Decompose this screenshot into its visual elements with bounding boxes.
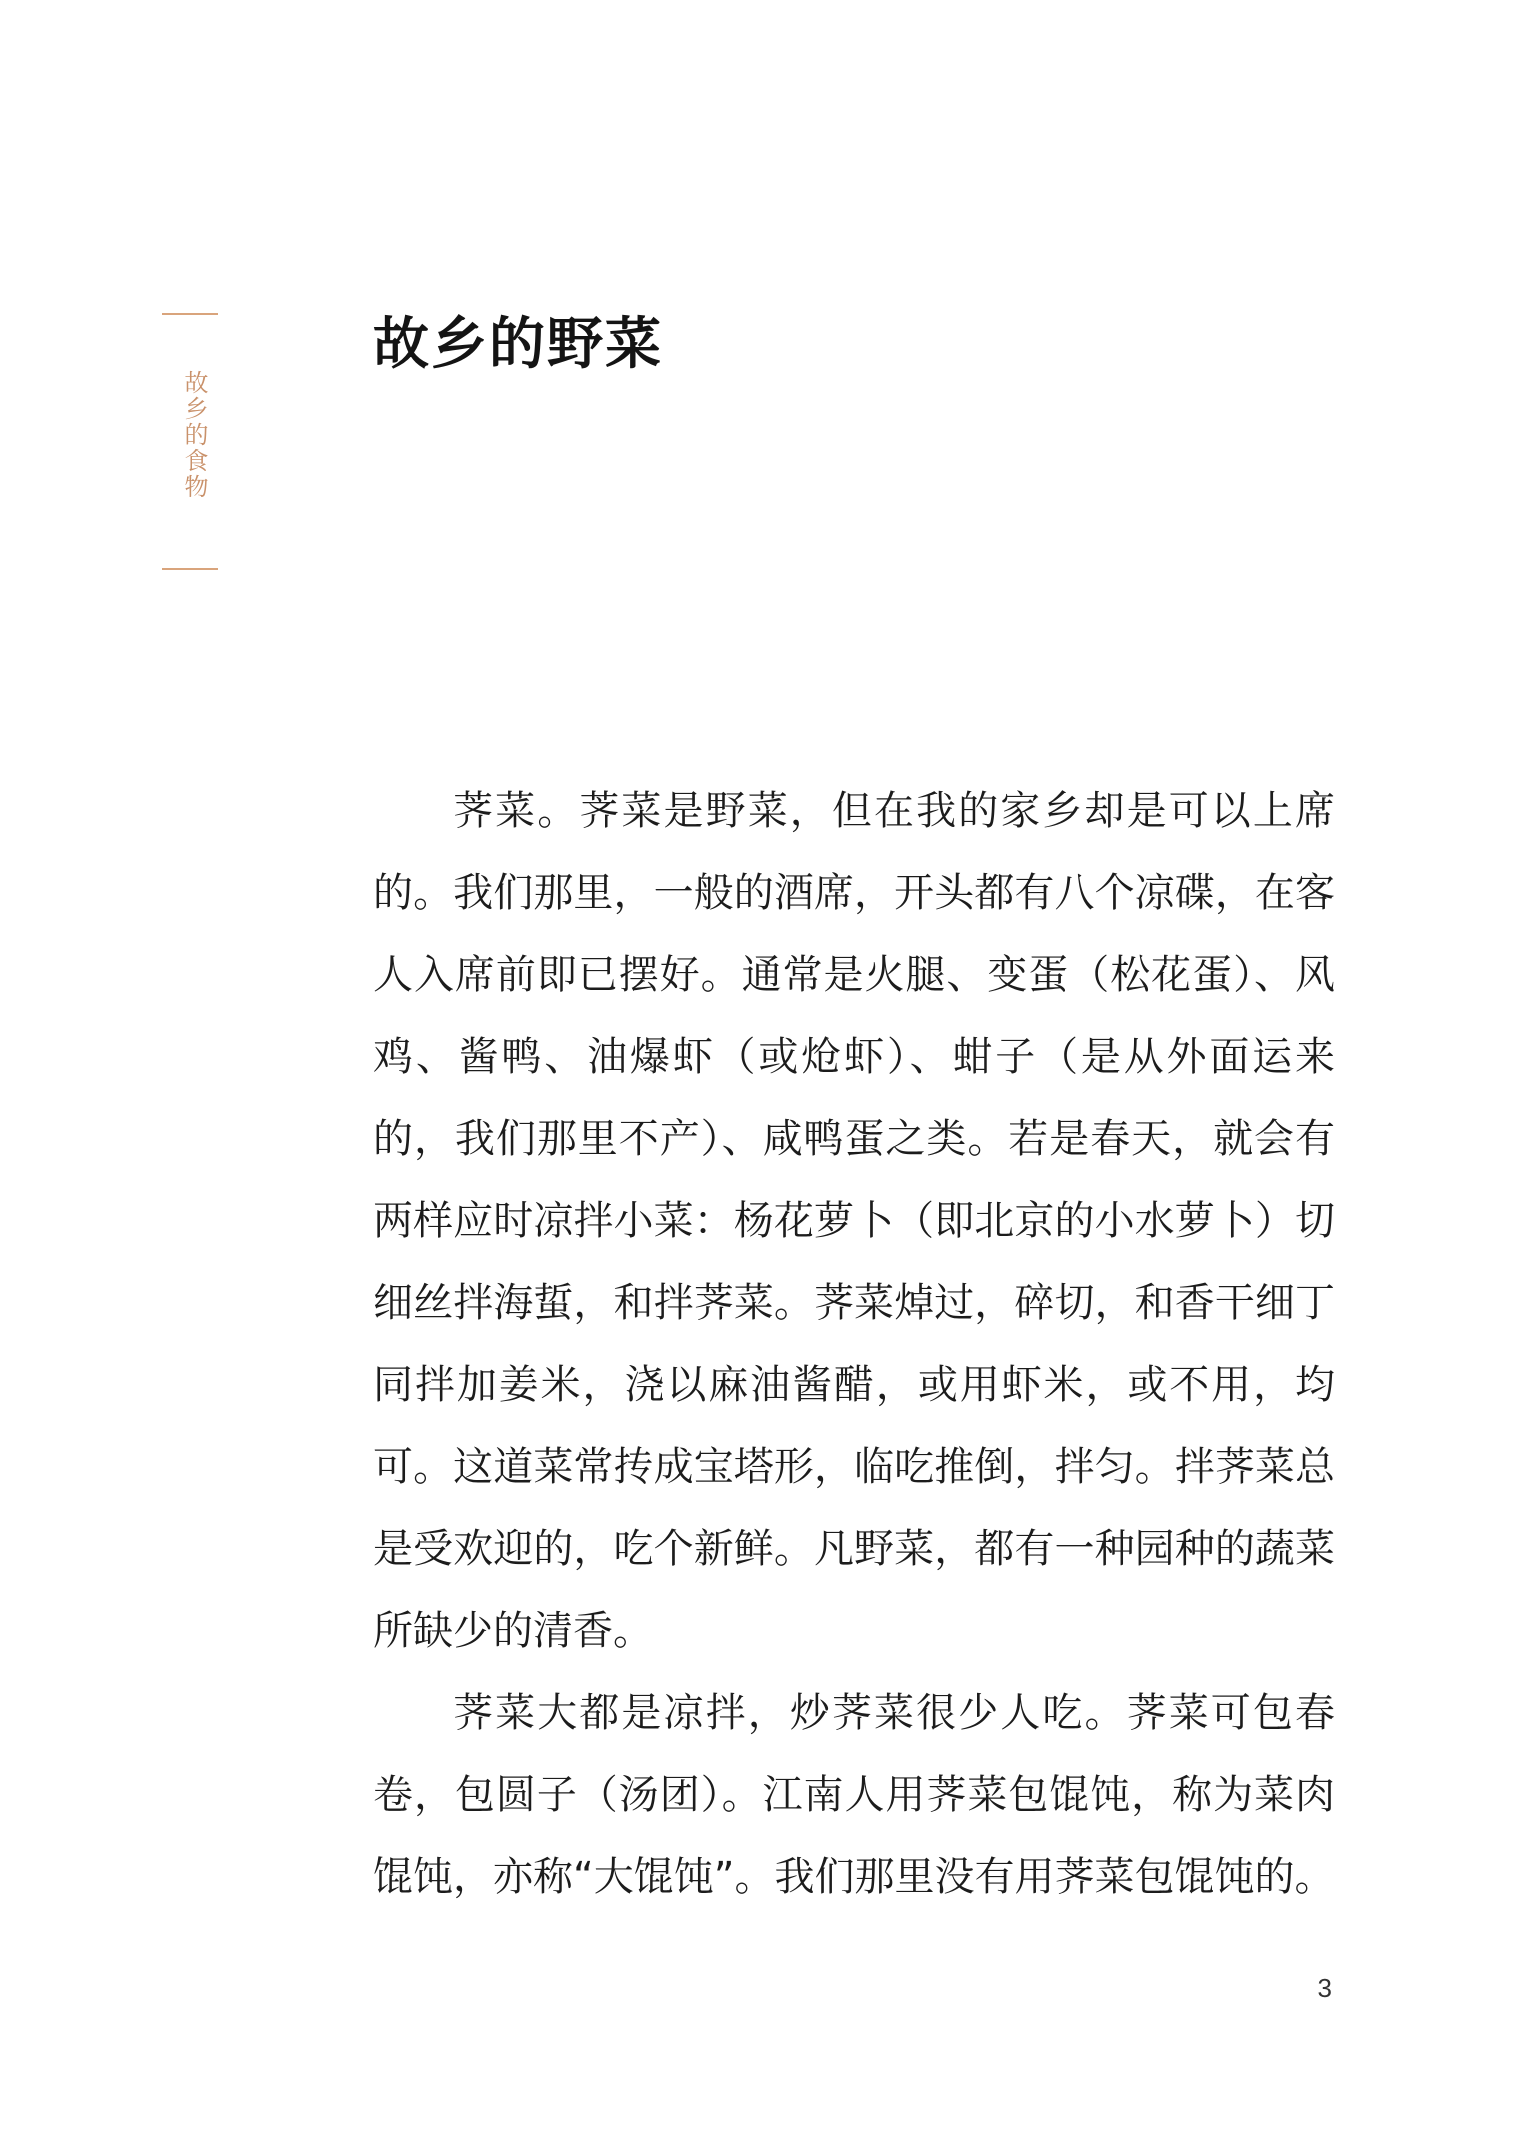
paragraph-2: 荠菜大都是凉拌，炒荠菜很少人吃。荠菜可包春卷，包圆子（汤团）。江南人用荠菜包馄饨，称为菜肉馄饨，亦称“大馄饨”。我们那里没有用荠菜包馄饨的。: [373, 1690, 1335, 1900]
page-number: 3: [1317, 1973, 1332, 2003]
running-title-top-rule: [162, 313, 218, 315]
paragraph-1: 荠菜。荠菜是野菜，但在我的家乡却是可以上席的。我们那里，一般的酒席，开头都有八个凉碟，在客人入席前即已摆好。通常是火腿、变蛋（松花蛋）、风鸡、酱鸭、油爆虾（或炝虾）、蚶子（是从外面运来的，我们那里不产）、咸鸭蛋之类。若是春天，就会有两样应时凉拌小菜：杨花萝卜（即北京的小水萝卜）切细丝拌海蜇，和拌荠菜。荠菜焯过，碎切，和香干细丁同拌加姜米，浇以麻油酱醋，或用虾米，或不用，均可。这道菜常抟成宝塔形，临吃推倒，拌匀。拌荠菜总是受欢迎的，吃个新鲜。凡野菜，都有一种园种的蔬菜所缺少的清香。: [373, 788, 1335, 1654]
running-title-bottom-rule: [162, 568, 218, 570]
chapter-title: 故乡的野菜: [373, 311, 663, 377]
body-text: [373, 770, 1335, 1918]
running-title: 故乡的食物: [180, 370, 208, 500]
